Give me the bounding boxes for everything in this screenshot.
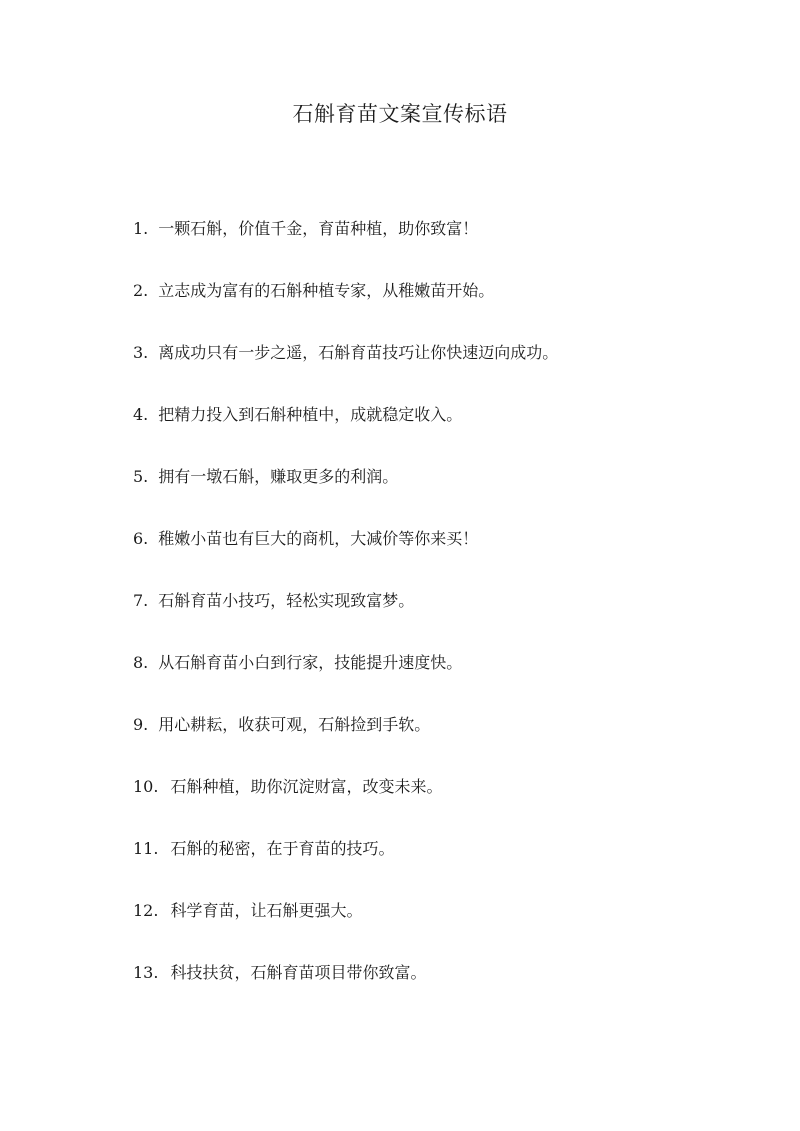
slogan-number: 10.: [133, 777, 159, 796]
slogan-number: 5.: [133, 467, 149, 486]
slogan-text: 石斛种植，助你沉淀财富，改变未来。: [170, 777, 443, 796]
slogan-text: 从石斛育苗小白到行家，技能提升速度快。: [158, 653, 463, 672]
slogan-text: 拥有一墩石斛，赚取更多的利润。: [158, 467, 399, 486]
slogan-text: 稚嫩小苗也有巨大的商机，大减价等你来买！: [158, 529, 479, 548]
slogan-item-13: [133, 957, 753, 1019]
slogan-number: 7.: [133, 591, 149, 610]
slogan-item-9: [133, 709, 753, 771]
slogan-number: 3.: [133, 343, 149, 362]
slogan-text: 把精力投入到石斛种植中，成就稳定收入。: [158, 405, 463, 424]
slogan-text: 离成功只有一步之遥，石斛育苗技巧让你快速迈向成功。: [158, 343, 559, 362]
slogan-number: 13.: [133, 963, 159, 982]
slogan-number: 12.: [133, 901, 159, 920]
slogan-item-1: [133, 213, 753, 275]
slogan-item-7: [133, 585, 753, 647]
slogan-text: 科技扶贫，石斛育苗项目带你致富。: [170, 963, 427, 982]
slogan-item-10: [133, 771, 753, 833]
slogan-number: 6.: [133, 529, 149, 548]
slogan-item-8: [133, 647, 753, 709]
slogan-list: [133, 213, 753, 1019]
slogan-text: 石斛育苗小技巧，轻松实现致富梦。: [158, 591, 415, 610]
slogan-item-2: [133, 275, 753, 337]
slogan-item-4: [133, 399, 753, 461]
slogan-item-5: [133, 461, 753, 523]
slogan-text: 科学育苗，让石斛更强大。: [170, 901, 363, 920]
slogan-number: 8.: [133, 653, 149, 672]
slogan-item-11: [133, 833, 753, 895]
slogan-text: 石斛的秘密，在于育苗的技巧。: [170, 839, 395, 858]
slogan-item-3: [133, 337, 753, 399]
slogan-text: 用心耕耘，收获可观，石斛捡到手软。: [158, 715, 431, 734]
slogan-text: 一颗石斛，价值千金，育苗种植，助你致富！: [158, 219, 479, 238]
slogan-item-6: [133, 523, 753, 585]
slogan-number: 9.: [133, 715, 149, 734]
slogan-number: 2.: [133, 281, 149, 300]
document-title: 石斛育苗文案宣传标语: [292, 102, 508, 126]
slogan-number: 1.: [133, 219, 149, 238]
slogan-text: 立志成为富有的石斛种植专家，从稚嫩苗开始。: [158, 281, 495, 300]
slogan-item-12: [133, 895, 753, 957]
slogan-number: 11.: [133, 839, 159, 858]
slogan-number: 4.: [133, 405, 149, 424]
